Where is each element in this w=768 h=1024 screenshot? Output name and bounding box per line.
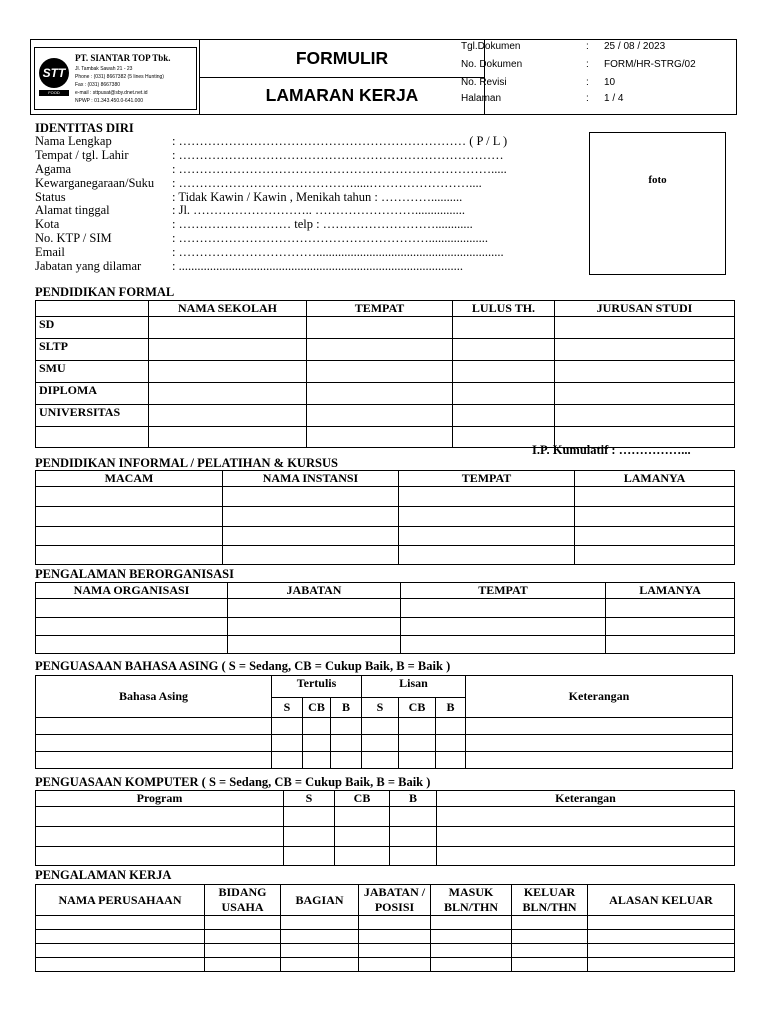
table-cell[interactable] [466, 718, 733, 735]
table-cell[interactable] [223, 507, 399, 527]
table-cell[interactable] [588, 916, 735, 930]
meta-value-revisi: 10 [604, 77, 616, 88]
table-cell[interactable] [431, 930, 512, 944]
table-cell[interactable] [588, 944, 735, 958]
meta-sep-tgl: : [586, 41, 589, 52]
table-cell[interactable] [555, 339, 735, 361]
meta-value-tgl: 25 / 08 / 2023 [604, 41, 666, 52]
table-cell[interactable] [390, 827, 437, 847]
table-cell[interactable] [36, 958, 205, 972]
field-alamat[interactable]: : Jl. ……………………….. ……………………................ [172, 203, 466, 217]
table-cell[interactable] [436, 752, 466, 769]
ipk-field[interactable]: I.P. Kumulatif : ……………... [532, 443, 691, 457]
table-cell[interactable] [281, 930, 359, 944]
table-cell[interactable] [149, 383, 307, 405]
table-row [36, 487, 735, 507]
table-cell[interactable] [281, 916, 359, 930]
table-cell[interactable] [436, 718, 466, 735]
table-cell[interactable] [437, 847, 735, 866]
company-logo-band: FOOD INDUSTRY [39, 90, 69, 96]
header-cell: BIDANG USAHA [205, 885, 281, 916]
table-cell[interactable] [575, 546, 735, 565]
table-row [36, 752, 733, 769]
header-cell: JURUSAN STUDI [555, 301, 735, 317]
table-cell[interactable] [36, 916, 205, 930]
header-cell-keterangan: Keterangan [466, 676, 733, 718]
table-cell[interactable] [281, 958, 359, 972]
header-cell-lisan-cb: CB [399, 698, 436, 718]
table-cell[interactable] [281, 944, 359, 958]
form-title-line1: FORMULIR [295, 48, 389, 68]
table-cell[interactable] [362, 718, 399, 735]
field-kota-telp[interactable]: : ……………………… telp : ………………………............ [172, 217, 473, 231]
meta-value-nodok: FORM/HR-STRG/02 [604, 59, 696, 70]
header-cell: B [390, 791, 437, 807]
table-row [36, 507, 735, 527]
table-cell[interactable] [437, 827, 735, 847]
table-cell[interactable] [512, 916, 588, 930]
field-nama[interactable]: : …………………………………………………………… ( P / L ) [172, 134, 508, 148]
table-cell[interactable] [588, 930, 735, 944]
table-cell[interactable] [36, 546, 223, 565]
header-cell-bahasa: Bahasa Asing [36, 676, 272, 718]
table-cell[interactable] [359, 930, 431, 944]
table-cell[interactable] [555, 383, 735, 405]
table-row [36, 361, 735, 383]
table-cell[interactable] [575, 527, 735, 546]
header-cell-lisan: Lisan [362, 676, 466, 698]
table-row [36, 718, 733, 735]
company-email: e-mail : sttpusat@sby.dnet.net.id [75, 90, 148, 96]
field-status[interactable]: : Tidak Kawin / Kawin , Menikah tahun : ………….......... [172, 190, 463, 204]
header-cell: MACAM [36, 471, 223, 487]
header-cell: TEMPAT [401, 583, 606, 599]
table-row [36, 527, 735, 546]
table-cell[interactable] [362, 752, 399, 769]
section-title-organisasi: PENGALAMAN BERORGANISASI [35, 567, 234, 581]
table-cell[interactable] [36, 636, 228, 654]
table-cell[interactable] [436, 735, 466, 752]
table-cell[interactable] [359, 916, 431, 930]
table-row [36, 916, 735, 930]
company-phone: Phone : (031) 8667382 (5 lines Hunting) [75, 74, 164, 80]
table-organisasi [35, 582, 735, 654]
row-label-blank[interactable] [36, 427, 149, 448]
header-cell-tertulis: Tertulis [272, 676, 362, 698]
table-cell[interactable] [307, 383, 453, 405]
table-pendidikan-formal [35, 300, 735, 448]
table-cell[interactable] [335, 807, 390, 827]
table-cell[interactable] [223, 546, 399, 565]
section-title-identitas: IDENTITAS DIRI [35, 121, 134, 135]
table-cell[interactable] [453, 361, 555, 383]
company-address: Jl. Tambak Sawah 21 - 23 [75, 66, 133, 72]
table-cell[interactable] [606, 636, 735, 654]
table-cell[interactable] [431, 916, 512, 930]
table-cell[interactable] [149, 427, 307, 448]
table-cell[interactable] [453, 405, 555, 427]
table-komputer [35, 790, 735, 866]
table-cell[interactable] [401, 618, 606, 636]
table-cell[interactable] [606, 618, 735, 636]
table-cell[interactable] [284, 807, 335, 827]
table-header-row [36, 885, 735, 916]
field-kewarganegaraan[interactable]: : …………………………………….....…………………….... [172, 176, 482, 190]
table-cell[interactable] [307, 361, 453, 383]
table-cell[interactable] [36, 487, 223, 507]
header-cell: NAMA INSTANSI [223, 471, 399, 487]
header-cell: TEMPAT [399, 471, 575, 487]
table-cell[interactable] [36, 944, 205, 958]
header-cell: JABATAN [228, 583, 401, 599]
section-title-bahasa: PENGUASAAN BAHASA ASING ( S = Sedang, CB = Cukup Baik, B = Baik ) [35, 659, 451, 673]
header-cell: LULUS TH. [453, 301, 555, 317]
table-cell[interactable] [512, 944, 588, 958]
table-cell[interactable] [390, 847, 437, 866]
table-cell[interactable] [401, 636, 606, 654]
table-cell[interactable] [149, 339, 307, 361]
header-cell: JABATAN / POSISI [359, 885, 431, 916]
table-cell[interactable] [575, 507, 735, 527]
header-cell: NAMA ORGANISASI [36, 583, 228, 599]
row-label-sltp: SLTP [36, 339, 149, 361]
table-pendidikan-informal [35, 470, 735, 565]
table-row [36, 636, 735, 654]
section-title-pendidikan-informal: PENDIDIKAN INFORMAL / PELATIHAN & KURSUS [35, 456, 338, 470]
table-cell[interactable] [331, 735, 362, 752]
header-cell-lisan-b: B [436, 698, 466, 718]
table-cell[interactable] [36, 752, 272, 769]
header-cell: KELUAR BLN/THN [512, 885, 588, 916]
photo-box[interactable] [589, 132, 726, 275]
label-kewarganegaraan: Kewarganegaraan/Suku [35, 176, 155, 190]
table-cell[interactable] [335, 847, 390, 866]
header-cell-tertulis-b: B [331, 698, 362, 718]
table-row [36, 847, 735, 866]
table-cell[interactable] [36, 507, 223, 527]
table-cell[interactable] [399, 718, 436, 735]
table-cell[interactable] [555, 361, 735, 383]
table-cell[interactable] [36, 807, 284, 827]
table-cell[interactable] [149, 361, 307, 383]
table-cell[interactable] [36, 599, 228, 618]
header-cell-lisan-s: S [362, 698, 399, 718]
table-header-row [36, 676, 733, 698]
table-cell[interactable] [284, 827, 335, 847]
table-row [36, 599, 735, 618]
table-cell[interactable] [36, 735, 272, 752]
table-cell[interactable] [205, 916, 281, 930]
table-cell[interactable] [307, 405, 453, 427]
table-cell[interactable] [228, 618, 401, 636]
label-alamat: Alamat tinggal [35, 203, 110, 217]
field-ktp[interactable]: : ……………………………………………………................... [172, 231, 488, 245]
meta-label-tgl: Tgl.Dokumen [461, 41, 521, 52]
table-cell[interactable] [453, 317, 555, 339]
table-header-row [36, 471, 735, 487]
table-row [36, 618, 735, 636]
table-cell[interactable] [149, 317, 307, 339]
table-cell[interactable] [149, 405, 307, 427]
table-cell[interactable] [228, 599, 401, 618]
meta-value-halaman: 1 / 4 [604, 93, 624, 104]
document-header [30, 39, 737, 115]
table-header-row [36, 791, 735, 807]
label-ttl: Tempat / tgl. Lahir [35, 148, 129, 162]
table-row [36, 339, 735, 361]
company-npwp: NPWP : 01.343.450.0-641.000 [75, 98, 144, 104]
table-row [36, 383, 735, 405]
section-title-pendidikan-formal: PENDIDIKAN FORMAL [35, 285, 175, 299]
table-cell[interactable] [399, 546, 575, 565]
header-cell-tertulis-cb: CB [303, 698, 331, 718]
table-row [36, 546, 735, 565]
header-cell: TEMPAT [307, 301, 453, 317]
header-cell: CB [335, 791, 390, 807]
field-agama[interactable]: : …………………………………………………………………..... [172, 162, 507, 176]
table-cell[interactable] [399, 487, 575, 507]
table-cell[interactable] [512, 930, 588, 944]
table-cell[interactable] [431, 944, 512, 958]
table-cell[interactable] [272, 735, 303, 752]
field-jabatan[interactable]: : ........................................................................................... [172, 259, 463, 273]
section-title-komputer: PENGUASAAN KOMPUTER ( S = Sedang, CB = Cukup Baik, B = Baik ) [35, 775, 431, 789]
meta-label-revisi: No. Revisi [461, 77, 507, 88]
table-cell[interactable] [272, 752, 303, 769]
label-ktp: No. KTP / SIM [35, 231, 112, 245]
table-cell[interactable] [575, 487, 735, 507]
table-row [36, 807, 735, 827]
table-cell[interactable] [359, 958, 431, 972]
meta-label-nodok: No. Dokumen [461, 59, 523, 70]
table-cell[interactable] [36, 847, 284, 866]
table-bahasa [35, 675, 733, 769]
table-cell[interactable] [431, 958, 512, 972]
table-cell[interactable] [36, 618, 228, 636]
table-cell[interactable] [401, 599, 606, 618]
table-kerja [35, 884, 735, 972]
table-cell[interactable] [307, 427, 453, 448]
table-cell[interactable] [512, 958, 588, 972]
header-cell: MASUK BLN/THN [431, 885, 512, 916]
header-cell: LAMANYA [575, 471, 735, 487]
table-cell[interactable] [223, 527, 399, 546]
photo-label: foto [648, 174, 667, 186]
table-cell[interactable] [555, 317, 735, 339]
table-cell[interactable] [36, 827, 284, 847]
header-cell: LAMANYA [606, 583, 735, 599]
table-cell[interactable] [555, 405, 735, 427]
table-cell[interactable] [307, 339, 453, 361]
table-row [36, 317, 735, 339]
table-cell[interactable] [303, 752, 331, 769]
table-cell[interactable] [36, 930, 205, 944]
table-cell[interactable] [307, 317, 453, 339]
table-cell[interactable] [399, 507, 575, 527]
table-cell[interactable] [303, 735, 331, 752]
label-status: Status [35, 190, 66, 204]
table-cell[interactable] [466, 752, 733, 769]
table-cell[interactable] [399, 735, 436, 752]
table-cell[interactable] [399, 527, 575, 546]
header-cell: ALASAN KELUAR [588, 885, 735, 916]
table-row [36, 405, 735, 427]
header-cell [36, 301, 149, 317]
table-cell[interactable] [588, 958, 735, 972]
label-agama: Agama [35, 162, 72, 176]
table-row [36, 958, 735, 972]
table-cell[interactable] [205, 958, 281, 972]
header-cell: NAMA PERUSAHAAN [36, 885, 205, 916]
meta-sep-nodok: : [586, 59, 589, 70]
table-cell[interactable] [390, 807, 437, 827]
form-title-line2: LAMARAN KERJA [265, 85, 419, 105]
table-cell[interactable] [36, 718, 272, 735]
header-cell: S [284, 791, 335, 807]
header-cell-tertulis-s: S [272, 698, 303, 718]
table-row [36, 944, 735, 958]
header-cell: Keterangan [437, 791, 735, 807]
table-cell[interactable] [303, 718, 331, 735]
table-cell[interactable] [453, 339, 555, 361]
meta-label-halaman: Halaman [461, 93, 502, 104]
company-logo-box [34, 47, 197, 110]
header-cell: Program [36, 791, 284, 807]
section-title-kerja: PENGALAMAN KERJA [35, 868, 172, 882]
table-cell[interactable] [223, 487, 399, 507]
label-email: Email [35, 245, 65, 259]
label-kota: Kota [35, 217, 60, 231]
table-cell[interactable] [335, 827, 390, 847]
row-label-universitas: UNIVERSITAS [36, 405, 149, 427]
table-cell[interactable] [205, 944, 281, 958]
row-label-smu: SMU [36, 361, 149, 383]
table-cell[interactable] [453, 383, 555, 405]
header-cell: BAGIAN [281, 885, 359, 916]
meta-sep-revisi: : [586, 77, 589, 88]
table-cell[interactable] [284, 847, 335, 866]
table-cell[interactable] [359, 944, 431, 958]
row-label-diploma: DIPLOMA [36, 383, 149, 405]
table-header-row [36, 583, 735, 599]
table-cell[interactable] [399, 752, 436, 769]
header-cell: NAMA SEKOLAH [149, 301, 307, 317]
field-email[interactable]: : ……………………………............................................................ [172, 245, 504, 259]
table-cell[interactable] [437, 807, 735, 827]
table-row [36, 827, 735, 847]
table-cell[interactable] [36, 527, 223, 546]
table-cell[interactable] [272, 718, 303, 735]
table-cell[interactable] [205, 930, 281, 944]
table-cell[interactable] [466, 735, 733, 752]
table-cell[interactable] [331, 752, 362, 769]
company-logo: STT [39, 58, 69, 88]
meta-sep-halaman: : [586, 93, 589, 104]
table-cell[interactable] [228, 636, 401, 654]
table-cell[interactable] [606, 599, 735, 618]
table-header-row [36, 301, 735, 317]
label-nama: Nama Lengkap [35, 134, 112, 148]
table-row [36, 735, 733, 752]
row-label-sd: SD [36, 317, 149, 339]
form-title-block [199, 40, 485, 114]
company-fax: Fax : (031) 8667380 [75, 82, 121, 88]
table-row [36, 930, 735, 944]
table-cell[interactable] [362, 735, 399, 752]
company-name: PT. SIANTAR TOP Tbk. [75, 53, 171, 63]
table-cell[interactable] [331, 718, 362, 735]
label-jabatan: Jabatan yang dilamar [35, 259, 142, 273]
field-ttl[interactable]: : …………………………………………………………………… [172, 148, 504, 162]
